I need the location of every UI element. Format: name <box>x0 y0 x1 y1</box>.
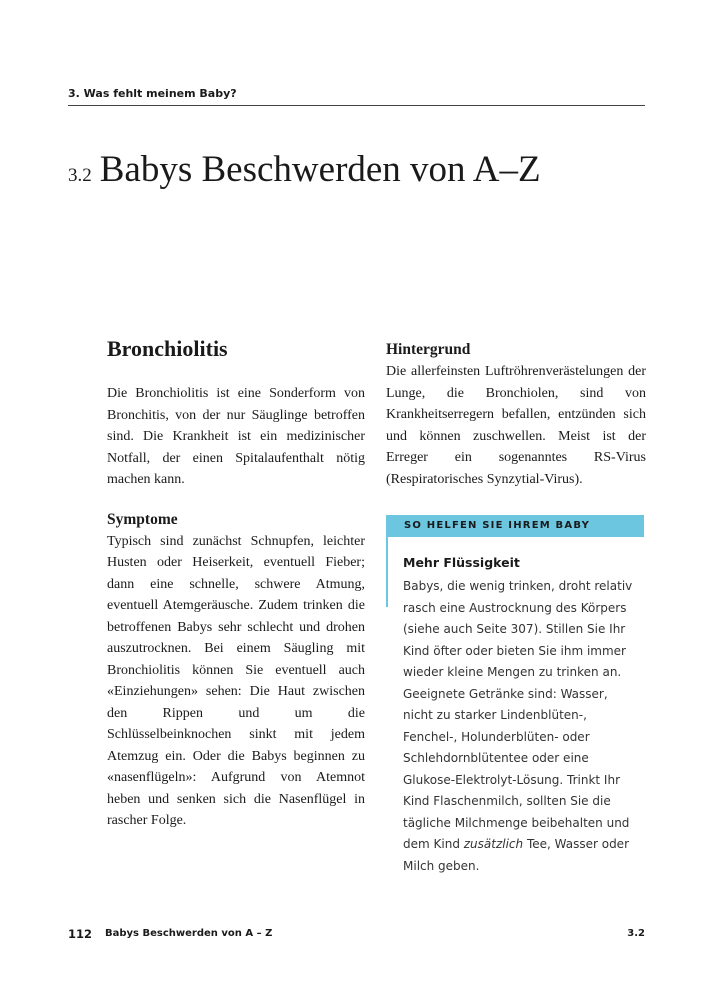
help-box-text-part2: Tee, Wasser oder Milch geben. <box>403 837 630 873</box>
help-box-heading: Mehr Flüssigkeit <box>403 555 520 570</box>
symptoms-paragraph: Typisch sind zunächst Schnupfen, leichter Husten oder Heiserkeit, eventuell Fieber; dann eine schnelle, schwere Atmung, eventuell Atemgeräusche. Zudem trinken die betroffenen Babys sehr schlecht und drohen auszutrocknen. Bei einem Säugling mit Bronchiolitis können Sie eventuell auch «Einziehungen» sehen: Die Haut zwischen den Rippen und um die Schlüsselbeinknochen sinkt mit jedem Atemzug ein. Oder die Babys beginnen zu «nasenflügeln»: Aufgrund von Atemnot heben und senken sich die Nasenflügel in rascher Folge. <box>107 533 365 828</box>
symptoms-heading: Symptome <box>107 510 178 528</box>
chapter-number: 3.2 <box>68 165 92 186</box>
header-rule <box>68 105 645 106</box>
footer-section: 3.2 <box>627 928 645 939</box>
background-heading: Hintergrund <box>386 341 471 358</box>
help-box-banner <box>386 515 644 537</box>
page-number: 112 <box>68 927 93 941</box>
running-head: 3. Was fehlt meinem Baby? <box>68 87 237 100</box>
help-box-accent-line <box>386 537 388 607</box>
chapter-heading <box>68 148 541 191</box>
help-box-text-part1: Babys, die wenig trinken, droht relativ rasch eine Austrocknung des Körpers (siehe auch Seite 307). Stillen Sie Ihr Kind öfter oder bieten Sie ihm immer wieder kleine Mengen zu trinken an. Geeignete Getränke sind: Wasser, nicht zu starker Lindenblüten-, Fenchel-, Holunderblüten- oder Schlehdornblütentee oder eine Glukose-Elektrolyt-Lösung. Trinkt Ihr Kind Flaschenmilch, sollten Sie die tägliche Milchmenge beibehalten und dem Kind <box>403 579 633 851</box>
intro-paragraph: Die Bronchiolitis ist eine Sonderform von Bronchitis, von der nur Säuglinge betroffen sind. Die Krankheit ist ein medizinischer Notfall, der einen Spitalaufenthalt nötig machen kann. <box>107 386 365 487</box>
help-box-label: SO HELFEN SIE IHREM BABY <box>404 520 591 531</box>
help-box-text <box>403 576 635 877</box>
background-paragraph: Die allerfeinsten Luftröhrenverästelungen der Lunge, die Bronchiolen, sind von Krankheitserregern befallen, entzünden sich und können zuschwellen. Meist ist der Erreger ein sogenanntes RS-Virus (Respiratorisches Synzytial-Virus). <box>386 364 646 487</box>
right-column <box>386 339 646 490</box>
article-heading: Bronchiolitis <box>107 336 228 361</box>
help-box-emphasis: zusätzlich <box>463 837 524 851</box>
help-box-body <box>403 555 635 877</box>
footer-title: Babys Beschwerden von A – Z <box>105 928 273 939</box>
chapter-title: Babys Beschwerden von A–Z <box>99 149 541 190</box>
help-box <box>386 515 644 873</box>
left-column <box>107 335 365 832</box>
